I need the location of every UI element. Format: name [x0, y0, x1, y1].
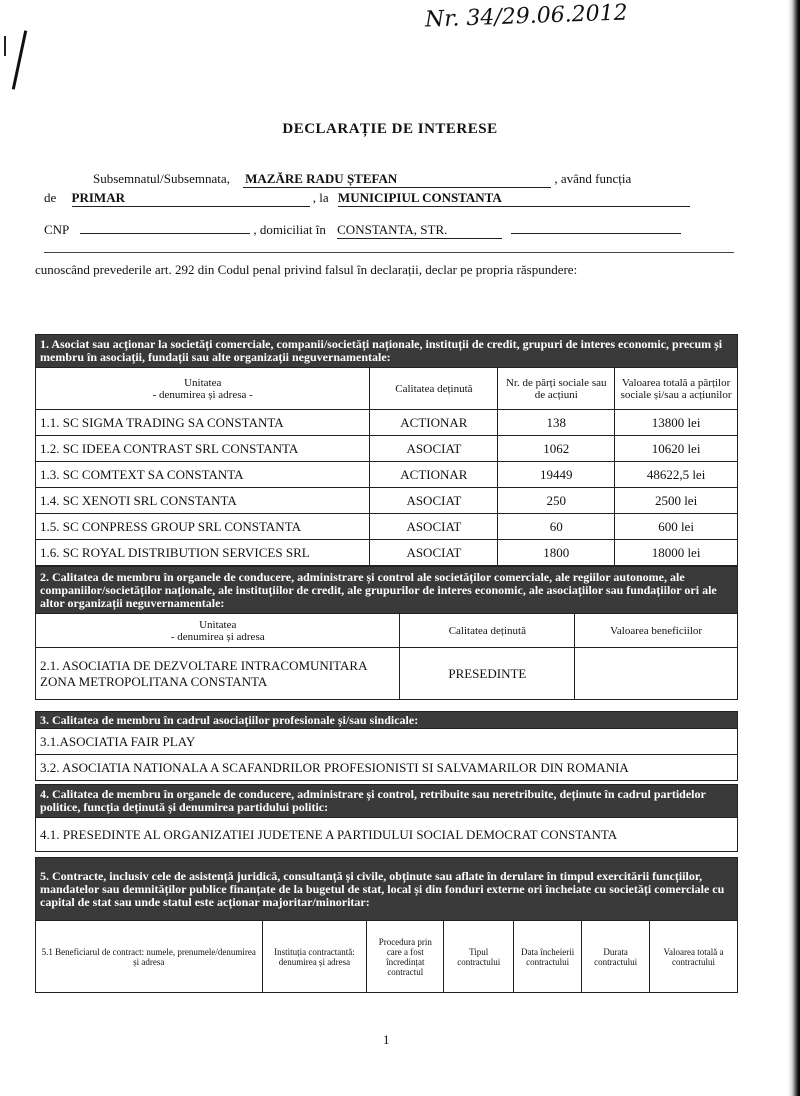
page-number: 1 — [383, 1032, 390, 1047]
s5-col-date: Data încheierii contractului — [514, 921, 582, 993]
s2-col-benefit: Valoarea beneficiilor — [575, 614, 738, 648]
section-4-table — [35, 784, 738, 852]
statement-text: cunoscând prevederile art. 292 din Codul penal privind falsul în declarații, declar pe propria răspundere: — [35, 262, 578, 277]
margin-mark — [0, 18, 30, 78]
table-row — [36, 540, 738, 566]
s3-row: 3.1.ASOCIATIA FAIR PLAY — [36, 729, 738, 755]
declarant-domicile: CONSTANTA, STR. — [337, 222, 502, 239]
cnp-label: CNP — [44, 222, 69, 237]
section-2-heading: 2. Calitatea de membru în organele de conducere, administrare și control ale societăților comerciale, ale regiilor autonome, ale companiilor/societăților naționale, ale instituțiilor de credit, ale grupurilor de interes economic, ale asociațiilor sau fundațiilor ori ale altor organizații neguvernamentale: — [36, 567, 738, 614]
s1-row-shares: 60 — [498, 514, 615, 540]
section-5-table — [35, 857, 738, 993]
s1-col-unit-subtitle: - denumirea și adresa - — [152, 388, 253, 401]
table-row — [36, 755, 738, 781]
s1-row-quality: ASOCIAT — [370, 488, 498, 514]
margin-slash — [12, 30, 27, 89]
s1-row-value: 600 lei — [615, 514, 738, 540]
s5-col-value: Valoarea totală a contractului — [650, 921, 738, 993]
table-row — [36, 462, 738, 488]
s1-row-value: 10620 lei — [615, 436, 738, 462]
declarant-line-3 — [44, 219, 744, 239]
declarant-institution: MUNICIPIUL CONSTANTA — [338, 190, 690, 207]
s2-row-unit: 2.1. ASOCIATIA DE DEZVOLTARE INTRACOMUNITARA ZONA METROPOLITANA CONSTANTA — [36, 648, 400, 700]
table-row — [36, 514, 738, 540]
s2-col-unit-title: Unitatea — [199, 618, 237, 631]
s1-col-quality: Calitatea deținută — [370, 368, 498, 410]
table-row — [36, 488, 738, 514]
cnp-field — [80, 219, 250, 234]
s1-row-shares: 138 — [498, 410, 615, 436]
s5-col-type: Tipul contractului — [444, 921, 514, 993]
declarant-line-2 — [44, 190, 744, 207]
s1-col-unit-title: Unitatea — [184, 376, 222, 389]
declarant-name: MAZĂRE RADU ȘTEFAN — [243, 171, 551, 188]
s1-row-quality: ACTIONAR — [370, 462, 498, 488]
s1-row-shares: 19449 — [498, 462, 615, 488]
s4-row: 4.1. PRESEDINTE AL ORGANIZATIEI JUDETENE A PARTIDULUI SOCIAL DEMOCRAT CONSTANTA — [36, 818, 738, 852]
s1-row-shares: 1800 — [498, 540, 615, 566]
s5-col-institution: Instituția contractantă: denumirea și adresa — [262, 921, 367, 993]
domicile-continuation — [511, 219, 681, 234]
domicile-extra-line — [44, 252, 734, 253]
s1-row-quality: ACTIONAR — [370, 410, 498, 436]
margin-tick — [4, 36, 6, 56]
s1-row-shares: 250 — [498, 488, 615, 514]
s2-row-quality: PRESEDINTE — [400, 648, 575, 700]
scan-edge-shadow — [782, 0, 800, 1096]
s1-row-value: 18000 lei — [615, 540, 738, 566]
s5-col-procedure: Procedura prin care a fost încredințat contractul — [367, 921, 444, 993]
section-5-heading: 5. Contracte, inclusiv cele de asistență juridică, consultanță și civile, obținute sau aflate în derulare în timpul exercitării funcțiilor, mandatelor sau demnităților publice finanțate de la bugetul de stat, local și din fonduri externe ori încheiate cu societăți comerciale cu capital de stat sau unde statul este acționar majoritar/minoritar: — [36, 858, 738, 921]
s1-row-unit: 1.5. SC CONPRESS GROUP SRL CONSTANTA — [36, 514, 370, 540]
s1-row-quality: ASOCIAT — [370, 540, 498, 566]
handwritten-registration-number: Nr. 34/29.06.2012 — [424, 0, 629, 33]
s1-col-unit — [36, 368, 370, 410]
section-2-table — [35, 566, 738, 700]
s5-col-duration: Durata contractului — [582, 921, 650, 993]
section-3-heading: 3. Calitatea de membru în cadrul asociațiilor profesionale și/sau sindicale: — [36, 712, 738, 729]
s3-row: 3.2. ASOCIATIA NATIONALA A SCAFANDRILOR PROFESIONISTI SI SALVAMARILOR DIN ROMANIA — [36, 755, 738, 781]
function-label: , având funcția — [554, 171, 632, 186]
s1-col-shares: Nr. de părți sociale sau de acțiuni — [498, 368, 615, 410]
s1-row-value: 13800 lei — [615, 410, 738, 436]
s5-col-beneficiary: 5.1 Beneficiarul de contract: numele, prenumele/denumirea și adresa — [36, 921, 263, 993]
s1-row-unit: 1.3. SC COMTEXT SA CONSTANTA — [36, 462, 370, 488]
s1-row-quality: ASOCIAT — [370, 436, 498, 462]
s1-row-value: 48622,5 lei — [615, 462, 738, 488]
table-row — [36, 436, 738, 462]
s2-col-quality: Calitatea deținută — [400, 614, 575, 648]
s1-row-shares: 1062 — [498, 436, 615, 462]
declarant-prefix: Subsemnatul/Subsemnata, — [93, 171, 230, 186]
s2-col-unit — [36, 614, 400, 648]
s2-row-benefit — [575, 648, 738, 700]
s1-col-value: Valoarea totală a părților sociale și/sau a acțiunilor — [615, 368, 738, 410]
s1-row-quality: ASOCIAT — [370, 514, 498, 540]
table-row — [36, 729, 738, 755]
s1-row-unit: 1.1. SC SIGMA TRADING SA CONSTANTA — [36, 410, 370, 436]
de-label: de — [44, 190, 57, 205]
declarant-line-1 — [93, 171, 733, 188]
domicile-label: , domiciliat în — [253, 222, 326, 237]
s1-row-unit: 1.4. SC XENOTI SRL CONSTANTA — [36, 488, 370, 514]
section-4-heading: 4. Calitatea de membru în organele de conducere, administrare și control, retribuite sau neretribuite, deținute în cadrul partidelor politice, funcția deținută și denumirea partidului politic: — [36, 785, 738, 818]
s1-row-value: 2500 lei — [615, 488, 738, 514]
table-row — [36, 818, 738, 852]
s1-row-unit: 1.2. SC IDEEA CONTRAST SRL CONSTANTA — [36, 436, 370, 462]
at-label: , la — [312, 190, 329, 205]
table-row — [36, 648, 738, 700]
s1-row-unit: 1.6. SC ROYAL DISTRIBUTION SERVICES SRL — [36, 540, 370, 566]
table-row — [36, 410, 738, 436]
section-3-table — [35, 711, 738, 781]
document-title: DECLARAȚIE DE INTERESE — [282, 121, 498, 137]
section-1-table — [35, 334, 738, 566]
declarant-function: PRIMAR — [72, 190, 310, 207]
s2-col-unit-subtitle: - denumirea și adresa — [170, 630, 265, 643]
section-1-heading: 1. Asociat sau acționar la societăți comerciale, companii/societăți naționale, instituții de credit, grupuri de interes economic, precum și membru în asociații, fundații sau alte organizații neguvernamentale: — [36, 335, 738, 368]
